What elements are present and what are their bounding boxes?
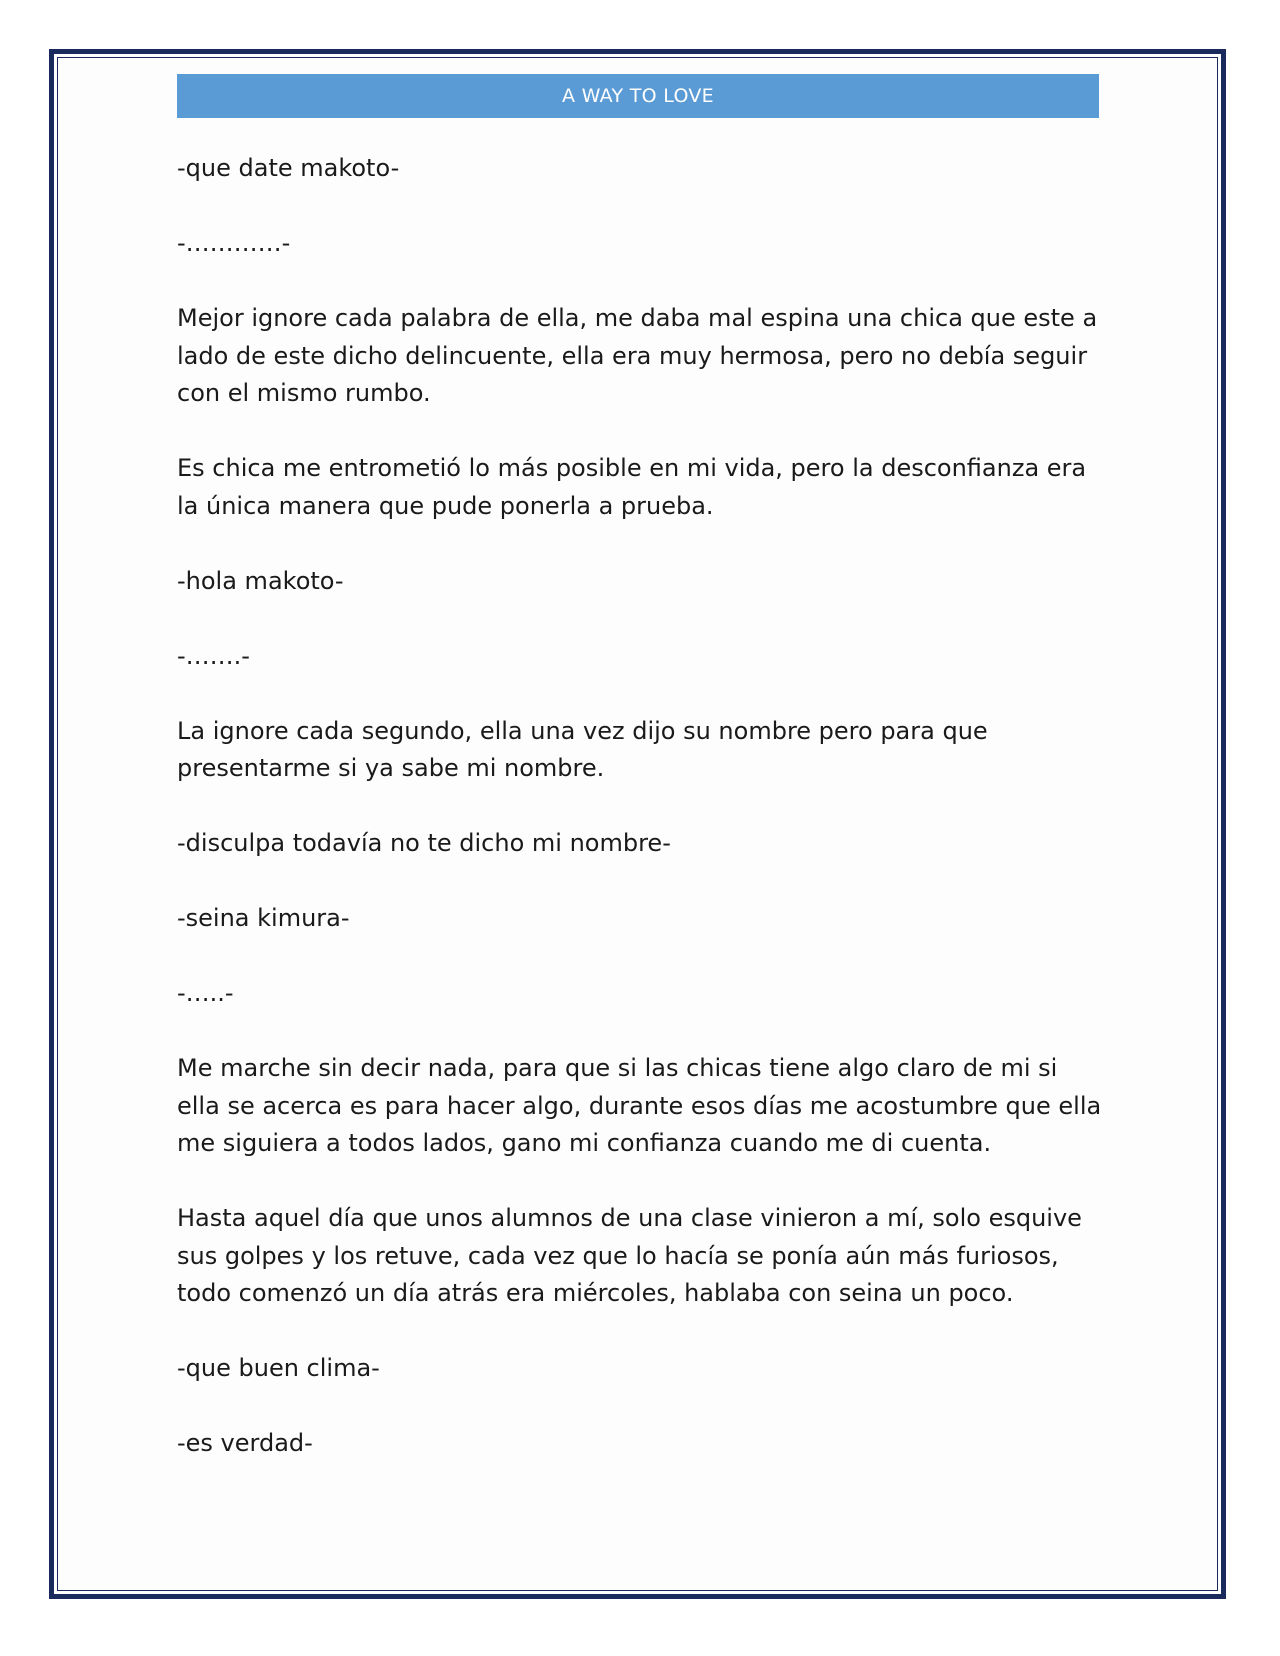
paragraph: Me marche sin decir nada, para que si las chicas tiene algo claro de mi si ella se acerca es para hacer algo, durante esos días me acostumbre que ella me siguiera a todos lados, gano mi confianza cuando me di cuenta. (177, 1054, 1102, 1157)
paragraph: La ignore cada segundo, ella una vez dijo su nombre pero para que presentarme si ya sabe mi nombre. (177, 716, 988, 782)
paragraph: -que buen clima- (177, 1354, 380, 1382)
paragraph: -…..- (177, 979, 234, 1007)
page-header (177, 74, 1099, 118)
paragraph: -disculpa todavía no te dicho mi nombre- (177, 829, 671, 857)
document-body (177, 150, 1102, 1500)
paragraph: Hasta aquel día que unos alumnos de una clase vinieron a mí, solo esquive sus golpes y los retuve, cada vez que lo hacía se ponía aún más furiosos, todo comenzó un día atrás era miércoles, hablaba con seina un poco. (177, 1204, 1082, 1307)
paragraph: -…….- (177, 641, 250, 670)
paragraph: -que date makoto- (177, 154, 400, 182)
paragraph: -seina kimura- (177, 904, 350, 932)
paragraph: -es verdad- (177, 1429, 313, 1457)
paragraph: Mejor ignore cada palabra de ella, me daba mal espina una chica que este a lado de este dicho delincuente, ella era muy hermosa, pero no debía seguir con el mismo rumbo. (177, 304, 1098, 407)
page-title: A WAY TO LOVE (562, 85, 714, 107)
paragraph: Es chica me entrometió lo más posible en mi vida, pero la desconfianza era la única manera que pude ponerla a prueba. (177, 454, 1087, 520)
paragraph: -hola makoto- (177, 566, 344, 595)
paragraph: -…………- (177, 229, 291, 257)
